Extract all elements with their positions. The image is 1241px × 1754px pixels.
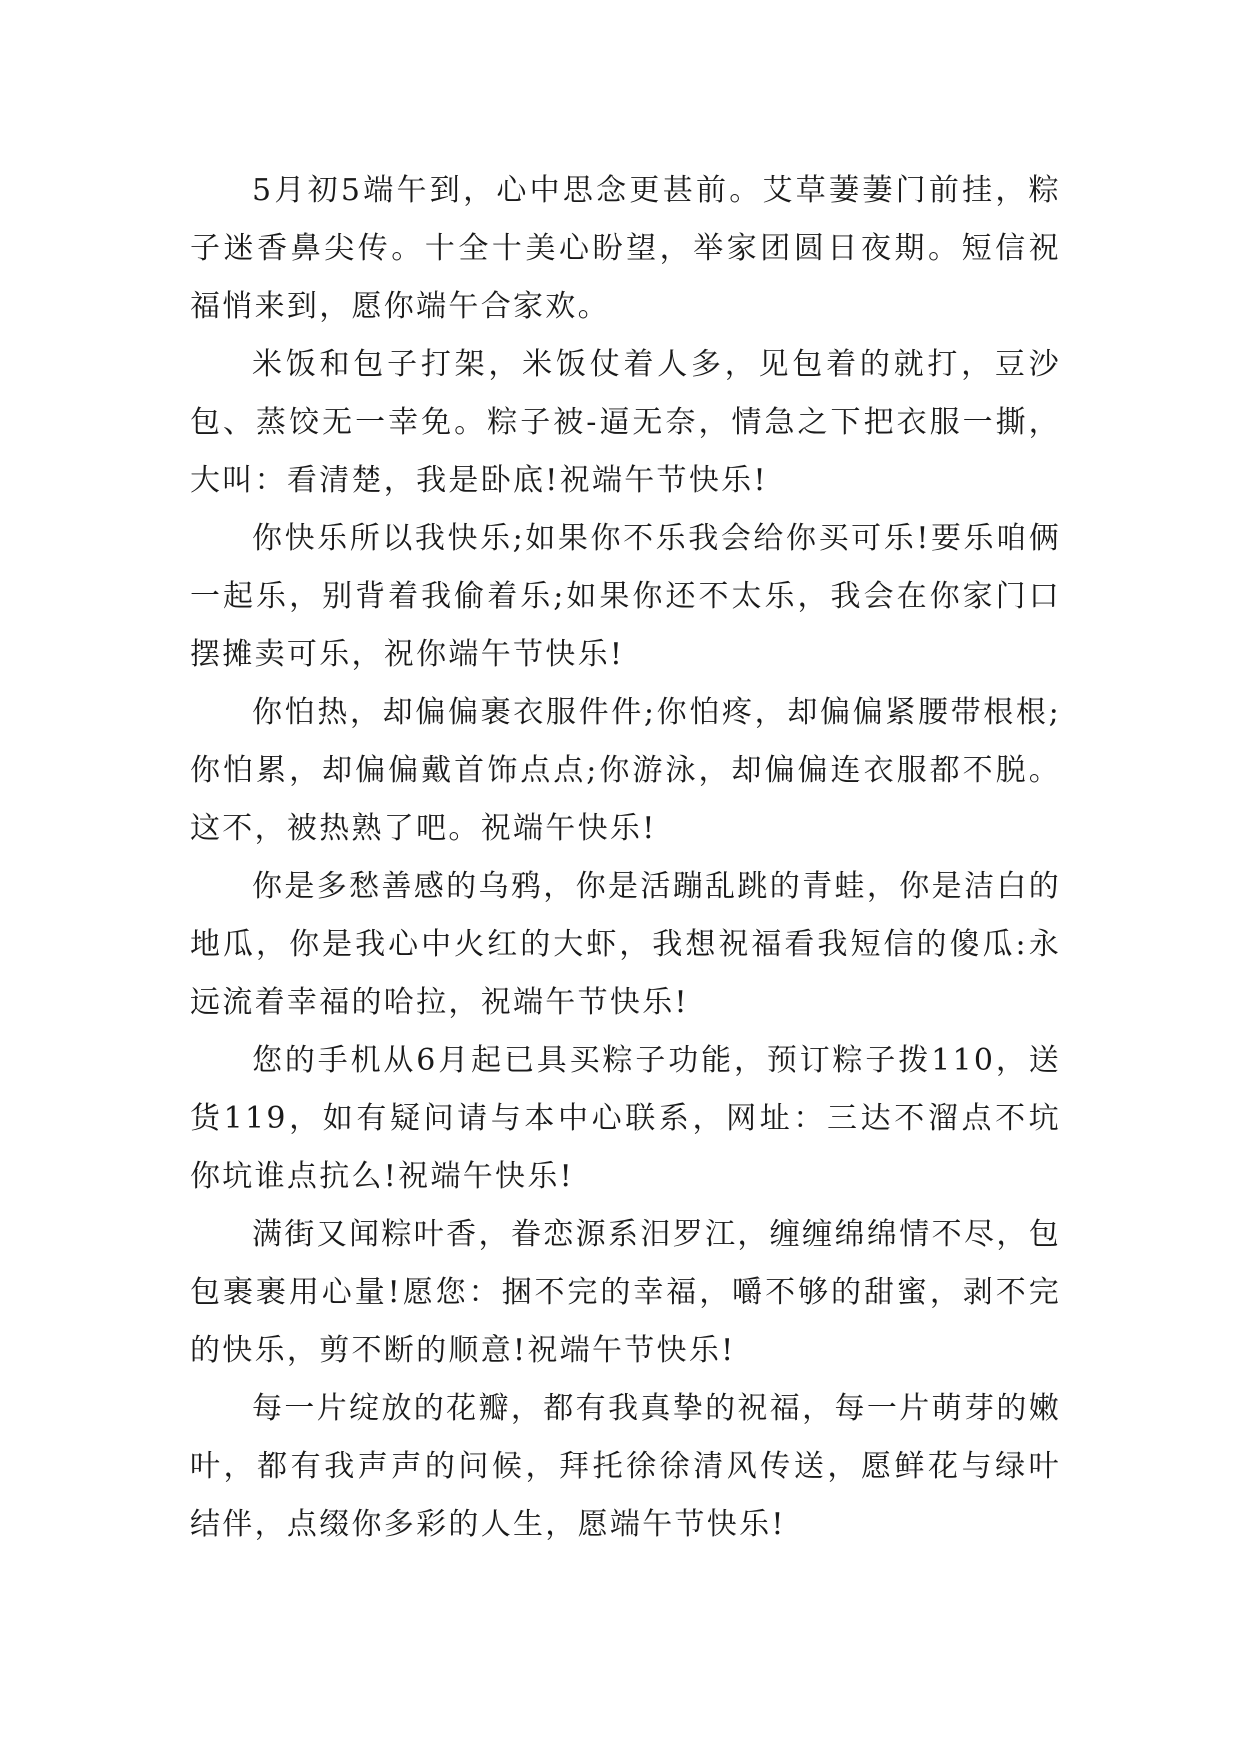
paragraph-5: 你是多愁善感的乌鸦，你是活蹦乱跳的青蛙，你是洁白的地瓜，你是我心中火红的大虾，我想祝福看我短信的傻瓜:永远流着幸福的哈拉，祝端午节快乐! [190,869,1061,1020]
paragraph-7: 满街又闻粽叶香，眷恋源系汨罗江，缠缠绵绵情不尽，包包裹裹用心量!愿您：捆不完的幸福，嚼不够的甜蜜，剥不完的快乐，剪不断的顺意!祝端午节快乐! [190,1217,1061,1368]
paragraph-4: 你怕热，却偏偏裹衣服件件;你怕疼，却偏偏紧腰带根根;你怕累，却偏偏戴首饰点点;你游泳，却偏偏连衣服都不脱。这不，被热熟了吧。祝端午快乐! [190,695,1061,846]
paragraph-6: 您的手机从6月起已具买粽子功能，预订粽子拨110，送货119，如有疑问请与本中心联系，网址：三达不溜点不坑你坑谁点抗么!祝端午快乐! [190,1043,1061,1194]
paragraph-2: 米饭和包子打架，米饭仗着人多，见包着的就打，豆沙包、蒸饺无一幸免。粽子被-逼无奈，情急之下把衣服一撕，大叫：看清楚，我是卧底!祝端午节快乐! [190,347,1061,498]
paragraph-3: 你快乐所以我快乐;如果你不乐我会给你买可乐!要乐咱俩一起乐，别背着我偷着乐;如果你还不太乐，我会在你家门口摆摊卖可乐，祝你端午节快乐! [190,521,1061,672]
paragraph-1: 5月初5端午到，心中思念更甚前。艾草萋萋门前挂，粽子迷香鼻尖传。十全十美心盼望，举家团圆日夜期。短信祝福悄来到，愿你端午合家欢。 [190,173,1061,324]
paragraph-8: 每一片绽放的花瓣，都有我真挚的祝福，每一片萌芽的嫩叶，都有我声声的问候，拜托徐徐清风传送，愿鲜花与绿叶结伴，点缀你多彩的人生，愿端午节快乐! [190,1391,1061,1542]
